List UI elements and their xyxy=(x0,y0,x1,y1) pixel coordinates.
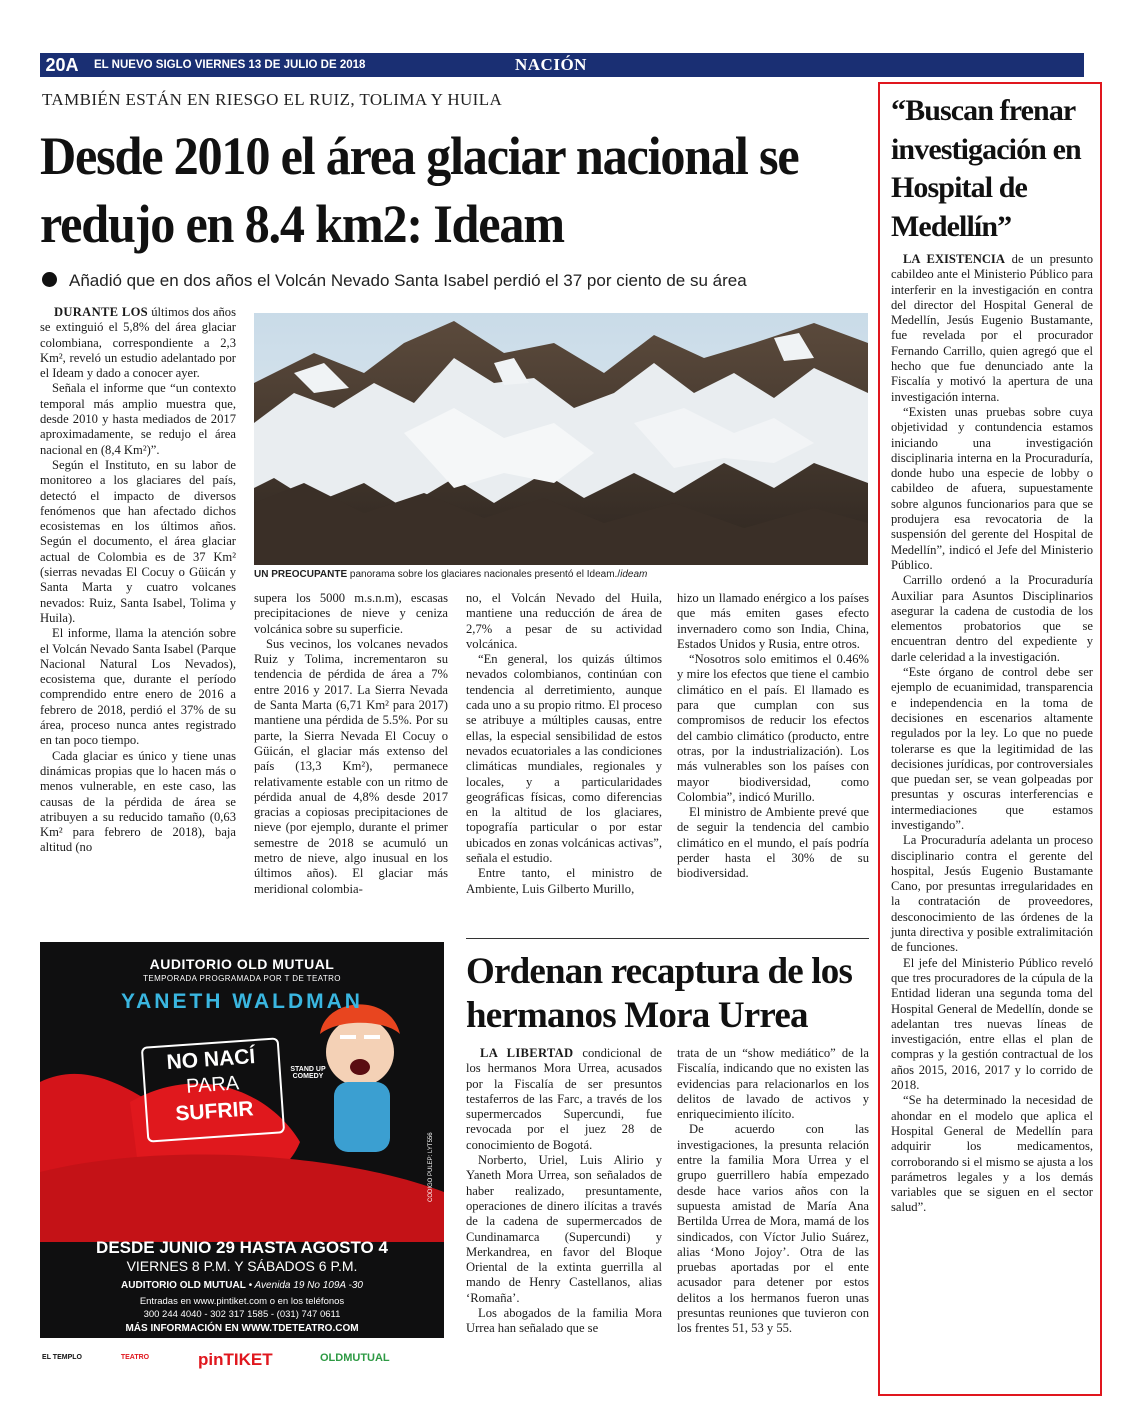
main-article-column-4 xyxy=(677,591,869,882)
paragraph: Carrillo ordenó a la Procuraduría Auxiliar para Asuntos Disciplinarios asegurar la cadena de custodia de los elementos probatorios que se encuentran dentro del expediente y darle celeridad a la investigación. xyxy=(891,573,1093,664)
paragraph: El informe, llama la atención sobre el Volcán Nevado Santa Isabel (Parque Nacional Natural Los Nevados), ecosistema que, durante el período comprendido entre enero de 2016 a febrero de 2018, perdió el 37% de su área, proceso nunca antes registrado en tan poco tiempo. xyxy=(40,626,236,748)
ad-artist: YANETH WALDMAN xyxy=(121,990,363,1013)
ad-times: VIERNES 8 P.M. Y SÁBADOS 6 P.M. xyxy=(126,1258,358,1274)
kicker: TAMBIÉN ESTÁN EN RIESGO EL RUIZ, TOLIMA Y HUILA xyxy=(42,90,503,109)
bullet-icon xyxy=(42,272,57,287)
second-headline: Ordenan recaptura de los hermanos Mora Urrea xyxy=(466,951,853,1036)
paragraph: Los abogados de la familia Mora Urrea han señalado que se xyxy=(466,1306,662,1336)
publication-date: EL NUEVO SIGLO VIERNES 13 DE JULIO DE 2018 xyxy=(94,59,366,71)
paragraph: El jefe del Ministerio Público reveló que tres procuradores de la cúpula de la Entidad lideran una segunda toma del Hospital General de Medellín, donde se adelantan tres nuevas líneas de investigación, entre ellas el plan de compras y la gestión contractual de los años 2015, 2016, 2017 y lo corrido de 2018. xyxy=(891,955,1093,1093)
paragraph: “Se ha determinado la necesidad de ahondar en el modelo que aplica el Hospital General de Medellín para adquirir los medicamentos, corroborando si el mismo se ajusta a los parámetros legales y a los demás variables que se siguen en el sector salud”. xyxy=(891,1093,1093,1215)
sidebar-body xyxy=(891,252,1093,1216)
paragraph: Señala el informe que “un contexto temporal más amplio muestra que, desde 2010 y hasta mediados de 2017 aproximadamente, se redujo el área nacional en (8,4 Km²)”. xyxy=(40,381,236,457)
paragraph: “Este órgano de control debe ser ejemplo de ecuanimidad, transparencia e independencia en la toma de decisiones en escenarios altamente regulados por la ley. Lo que no puede tolerarse es que la legitimidad de las decisiones jurídicas, por controversiales que puedan ser, se vean golpeadas por presuntas y oscuras interferencias e intermediaciones que estamos investigando”. xyxy=(891,665,1093,832)
paragraph: Norberto, Uriel, Luis Alirio y Yaneth Mora Urrea, son señalados de haber realizado, presuntamente, operaciones de dinero ilícitas a través de la cadena de supermercados de Cundinamarca (Supercundi) y Merkandrea, en favor del Bloque Oriental de la extinta guerrilla al mando de Henry Castellanos, alias ‘Romaña’. xyxy=(466,1153,662,1305)
paragraph: LA LIBERTAD condicional de los hermanos Mora Urrea, acusados por la Fiscalía de ser presuntos testaferros de las Farc, a través de los supermercados Supercundi, fue revocada por el juez 28 de conocimiento de Bogotá. xyxy=(466,1046,663,1152)
paragraph: La Procuraduría adelanta un proceso disciplinario contra el gerente del hospital, Jesús Eugenio Bustamante Cano, por presuntas irregularidades en la contratación de proveedores, desconocimiento de las órdenes de la junta directiva y posible extralimitación de funciones. xyxy=(891,833,1093,955)
subheadline xyxy=(42,271,747,291)
paragraph: “Nosotros solo emitimos el 0.46% y mire los efectos que tiene el cambio climático en el país. El llamado es para que cumplan con sus compromisos de reducir los efectos del cambio climático (producto, entre otras, por la industrialización). Los más vulnerables son los países con mayor biodiversidad, como Colombia”, indicó Murillo. xyxy=(677,652,869,804)
main-article-column-2 xyxy=(254,591,448,897)
ad-season: TEMPORADA PROGRAMADA POR T DE TEATRO xyxy=(143,974,341,983)
sponsor-logo: EL TEMPLO xyxy=(42,1354,82,1361)
paragraph: Sus vecinos, los volcanes nevados Ruiz y Tolima, incrementaron su tendencia de pérdida de área a 7% entre 2016 y 2017. La Sierra Nevada de Santa Marta (6,71 Km² para 2017) mantiene una pérdida de 5.5%. Por su parte, la Sierra Nevada El Cocuy o Güicán, el glaciar más extenso del país (13,3 Km²), permanece relativamente estable con un ritmo de pérdida anual de 4,8% desde 2017 gracias a copiosas precipitaciones de nieve (por ejemplo, durante el primer semestre de 2018 se acumuló un metro de nieve, algo inusual en los últimos años). El glaciar más meridional colombia- xyxy=(254,636,448,896)
lead-in: LA LIBERTAD xyxy=(480,1046,574,1060)
page-number: 20A xyxy=(40,53,84,77)
paragraph: no, el Volcán Nevado del Huila, mantiene una reducción de área de 2,7% a pesar de su actividad volcánica. xyxy=(466,591,662,651)
paragraph: Según el Instituto, en su labor de monitoreo a los glaciares del país, detectó el impacto de diversos fenómenos que han afectado dichos ecosistemas en los últimos años. Según el documento, el área glaciar actual de Colombia es de 37 Km² (sierras nevadas El Cocuy o Güicán y Santa Marta y cuatro volcanes nevados: Ruiz, Santa Isabel, Tolima y Huila). xyxy=(40,457,236,625)
section-name: NACIÓN xyxy=(515,55,587,74)
ad-dates: DESDE JUNIO 29 HASTA AGOSTO 4 xyxy=(96,1238,388,1257)
main-article-column-1 xyxy=(40,305,236,856)
sidebar-article xyxy=(878,82,1102,1396)
advertisement xyxy=(40,942,444,1338)
paragraph: El ministro de Ambiente prevé que de seguir la tendencia del cambio climático en el mundo, el país podría perder hasta el 30% de su biodiversidad. xyxy=(677,805,869,881)
mountain-illustration xyxy=(254,313,868,565)
paragraph: supera los 5000 m.s.n.m), escasas precipitaciones de nieve y ceniza volcánica sobre su superficie. xyxy=(254,591,448,636)
sponsor-logo: TEATRO xyxy=(120,1354,150,1361)
glacier-photo xyxy=(254,313,868,565)
ad-address: AUDITORIO OLD MUTUAL • Avenida 19 No 109A -30 xyxy=(121,1280,363,1291)
page-header xyxy=(40,53,1084,77)
ad-venue: AUDITORIO OLD MUTUAL xyxy=(149,956,335,972)
main-article-column-3 xyxy=(466,591,662,897)
ad-pulep: CÓDIGO PULEP: LYT556 xyxy=(428,1132,434,1202)
main-headline: Desde 2010 el área glaciar nacional se redujo en 8.4 km2: Ideam xyxy=(40,126,799,254)
paragraph: “En general, los quizás últimos nevados colombianos, continúan con tendencia al derretimiento, aunque cada uno a su propio ritmo. El proceso se atribuye a múltiples causas, entre ellas, la especial sensibilidad de estos nevados ecuatoriales a las condiciones climáticas mundiales, regionales y locales, y a particularidades geográficas físicas, como diferencias en la altitud de los glaciares, topografía particular o por estar ubicados en zonas volcánicas activas”, señala el estudio. xyxy=(466,652,662,866)
ad-standup: STAND UP COMEDY xyxy=(290,1066,326,1080)
ad-tickets: Entradas en www.pintiket.com o en los teléfonos xyxy=(139,1296,345,1307)
paragraph: DURANTE LOS últimos dos años se extinguió el 5,8% del área glaciar colombiana, correspondiente a 2,3 Km², reveló un estudio adelantado por el Ideam y dado a conocer ayer. xyxy=(40,305,236,381)
ad-phones: 300 244 4040 - 302 317 1585 - (031) 747 0611 xyxy=(143,1309,341,1320)
paragraph: Cada glaciar es único y tiene unas dinámicas propias que lo hacen más o menos vulnerable, en este caso, las causas de la pérdida de área se atribuyen a su reducido tamaño (0,63 Km² para febrero de 2018), baja altitud (no xyxy=(40,748,236,855)
second-article-column-2 xyxy=(677,1046,869,1337)
paragraph: De acuerdo con las investigaciones, la presunta relación entre la familia Mora Urrea y el grupo guerrillero había empezado desde hace varios años con la supuesta amistad de María Ana Bertilda Urrea de Mora, mamá de los sindicados, con Víctor Julio Suárez, alias ‘Mono Jojoy’. Otra de las pruebas aportadas por el ente acusador para detener por estos delitos a los hermanos fueron unas presuntas reuniones que tuvieron con los frentes 51, 53 y 55. xyxy=(677,1122,869,1336)
paragraph: LA EXISTENCIA de un presunto cabildeo ante el Ministerio Público para interferir en la investigación en contra del director del Hospital General de Medellín, Jesús Eugenio Bustamante, fue revelada por el procurador Fernando Carrillo, quien agregó que el hecho que fue denunciado ante la Fiscalía y motivó la apertura de una investigación interna. xyxy=(891,252,1094,404)
paragraph: Entre tanto, el ministro de Ambiente, Luis Gilberto Murillo, xyxy=(466,866,662,896)
second-article-column-1 xyxy=(466,1046,662,1337)
section-divider xyxy=(466,938,869,939)
photo-caption: UN PREOCUPANTE panorama sobre los glaciares nacionales presentó el Ideam./ideam xyxy=(254,569,648,580)
subheadline-text: Añadió que en dos años el Volcán Nevado Santa Isabel perdió el 37 por ciento de su área xyxy=(69,271,747,290)
paragraph: trata de un “show mediático” de la Fiscalía, indicando que no existen las evidencias para relacionarlos en los delitos de lavado de activos y enriquecimiento ilícito. xyxy=(677,1046,869,1122)
sponsor-logo: pinTIKET xyxy=(198,1350,273,1369)
paragraph: hizo un llamado enérgico a los países que más emiten gases efecto invernadero como son India, China, Estados Unidos y Rusia, entre otros. xyxy=(677,591,869,651)
sponsor-logo: OLDMUTUAL xyxy=(320,1352,390,1364)
ad-show-title: NO NACÍ PARA SUFRIR xyxy=(141,1037,285,1142)
ad-sponsors xyxy=(40,1340,444,1382)
paragraph: “Existen unas pruebas sobre cuya objetividad y contundencia estamos iniciando una investigación disciplinaria interna en la Procuraduría, donde hubo una especie de lobby o cabildeo de afuera, supuestamente sobre algunos funcionarios para que se produjera esa revocatoria de la suspensión del gerente del Hospital de Medellín”, indicó el Jefe del Ministerio Público. xyxy=(891,404,1093,572)
lead-in: LA EXISTENCIA xyxy=(903,252,1005,266)
sidebar-headline: “Buscan frenar investigación en Hospital de Medellín” xyxy=(891,94,1081,243)
lead-in: DURANTE LOS xyxy=(54,305,148,319)
ad-more-info: MÁS INFORMACIÓN EN WWW.TDETEATRO.COM xyxy=(125,1323,359,1334)
